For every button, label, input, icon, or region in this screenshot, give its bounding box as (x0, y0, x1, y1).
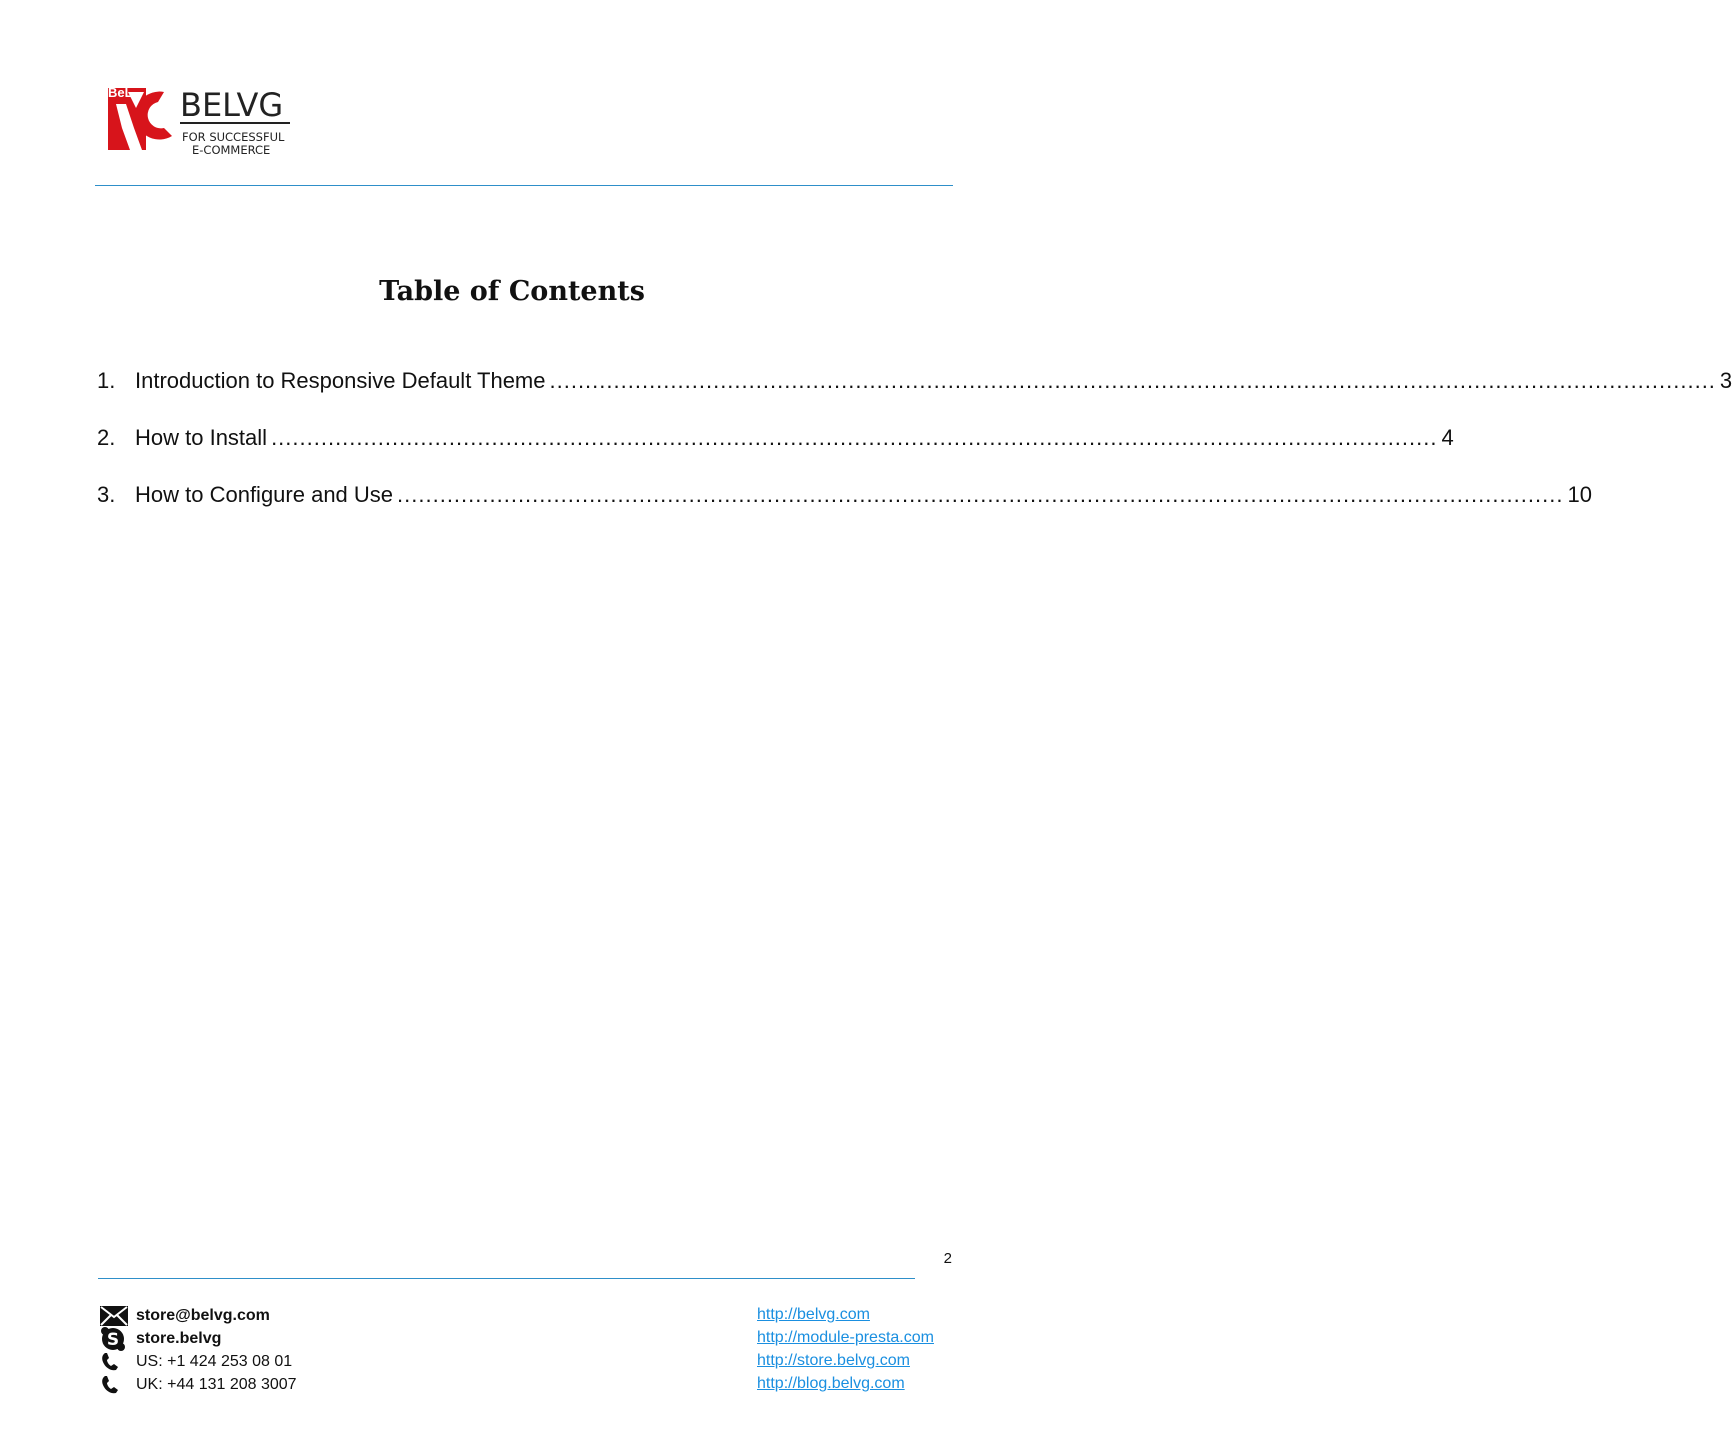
contact-phone-us (100, 1350, 460, 1373)
toc-entry-page: 4 (1441, 425, 1454, 450)
logo-brand: BELVG (180, 86, 284, 124)
contact-email (100, 1304, 460, 1327)
toc-entry-text: How to Install (135, 425, 268, 450)
contact-skype (100, 1327, 460, 1350)
toc-leader-dots: .................................................................................................................................................................... (271, 425, 1438, 450)
toc-entry[interactable] (97, 425, 1454, 482)
belvg-logo-icon (106, 84, 296, 158)
contact-phone-uk (100, 1373, 460, 1396)
header-divider (95, 185, 953, 186)
logo-tagline-2: E-COMMERCE (192, 143, 271, 157)
svg-text:S: S (106, 1329, 120, 1350)
toc-entry-page: 3 (1719, 368, 1732, 393)
footer-links (757, 1306, 987, 1398)
skype-icon (100, 1327, 136, 1351)
toc-leader-dots: .................................................................................................................................................................... (397, 482, 1564, 507)
link-module-presta[interactable]: http://module-presta.com (757, 1329, 934, 1346)
link-store-belvg[interactable]: http://store.belvg.com (757, 1352, 910, 1369)
belvg-logo (106, 84, 296, 158)
toc-leader-dots: .................................................................................................................................................................... (549, 368, 1716, 393)
toc-title: Table of Contents (379, 276, 645, 307)
logo-tagline-1: FOR SUCCESSFUL (182, 130, 285, 144)
footer-contacts (100, 1304, 460, 1396)
phone-icon (100, 1352, 136, 1372)
toc-entry[interactable] (97, 482, 1592, 539)
toc-entry-number: 3. (97, 482, 116, 507)
toc-entry-number: 1. (97, 368, 116, 393)
toc-entry-text: How to Configure and Use (135, 482, 394, 507)
link-belvg[interactable]: http://belvg.com (757, 1306, 870, 1323)
envelope-icon (100, 1306, 136, 1326)
footer-divider (98, 1278, 915, 1279)
toc-entry-page: 10 (1567, 482, 1592, 507)
logo-mark-text: BeL (108, 85, 133, 100)
toc-entry[interactable] (97, 368, 1732, 425)
skype-text[interactable]: store.belvg (136, 1329, 222, 1347)
phone-us-text: US: +1 424 253 08 01 (136, 1352, 293, 1370)
phone-icon (100, 1375, 136, 1395)
page-number: 2 (943, 1250, 952, 1267)
phone-uk-text: UK: +44 131 208 3007 (136, 1375, 297, 1393)
email-text[interactable]: store@belvg.com (136, 1306, 270, 1324)
link-blog-belvg[interactable]: http://blog.belvg.com (757, 1375, 905, 1392)
toc-entry-number: 2. (97, 425, 116, 450)
toc-list (97, 368, 1732, 539)
toc-entry-text: Introduction to Responsive Default Theme (135, 368, 546, 393)
